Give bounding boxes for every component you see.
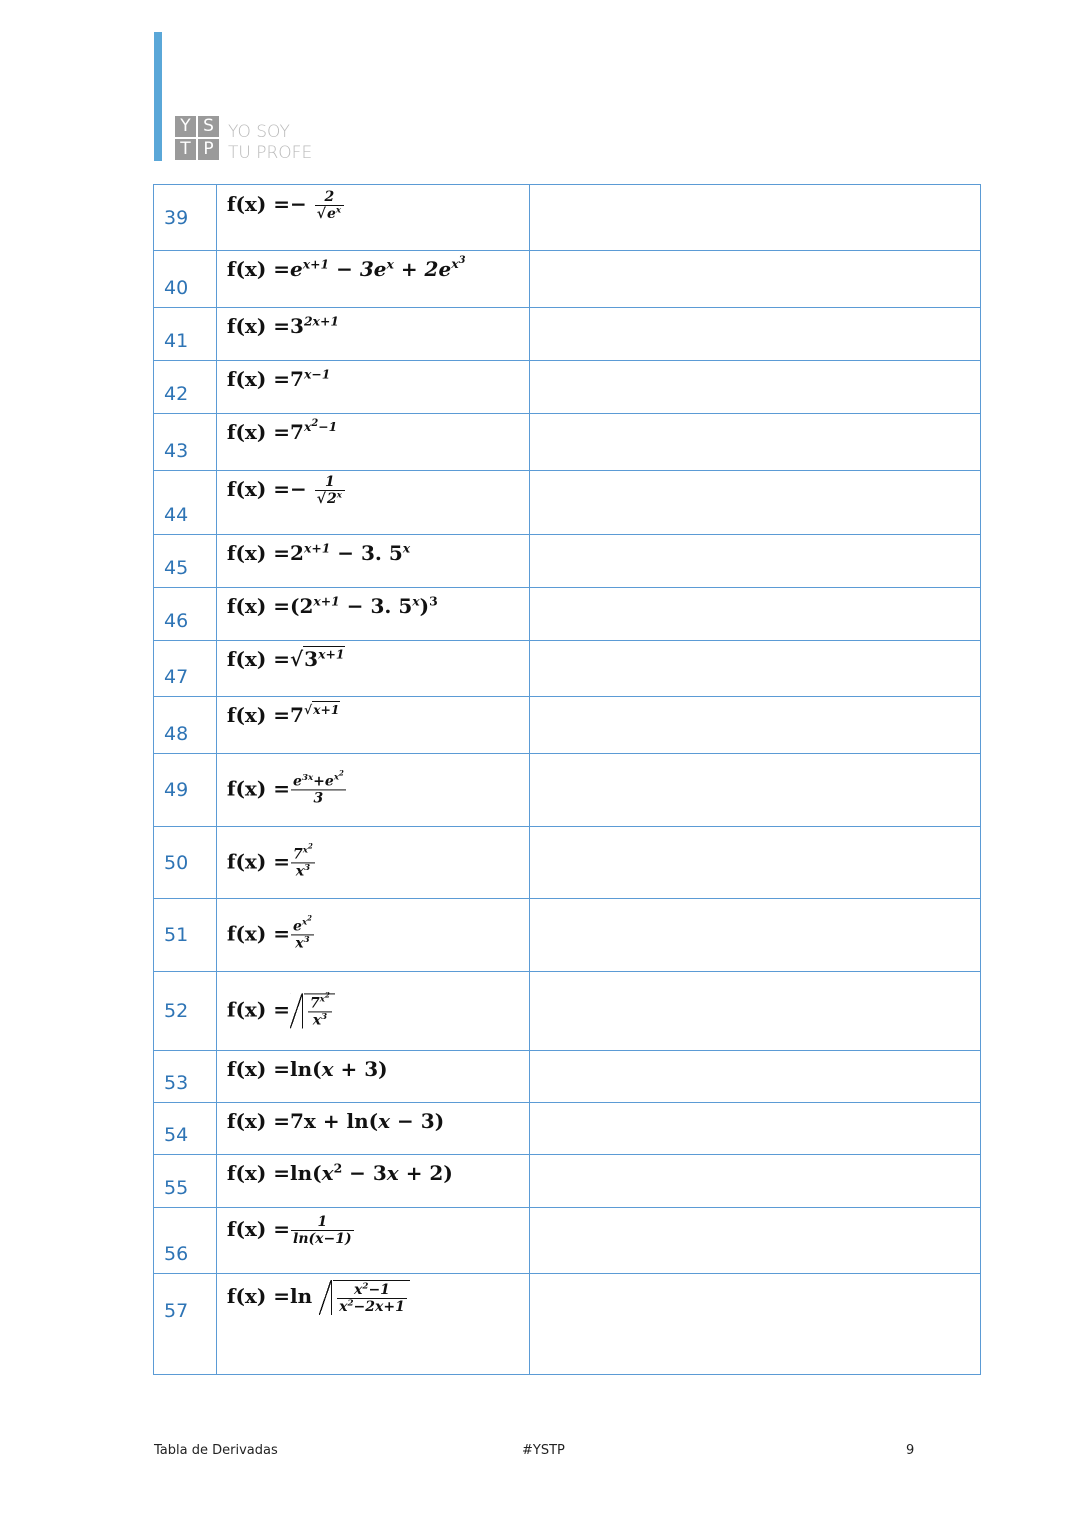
answer-cell[interactable] (530, 1103, 981, 1155)
answer-cell[interactable] (530, 1155, 981, 1208)
table-row (154, 588, 981, 641)
answer-cell[interactable] (530, 1274, 981, 1375)
row-number: 42 (154, 361, 217, 414)
answer-cell[interactable] (530, 308, 981, 361)
formula-cell: f(x) = $\frac{e^{3x}+e^{x^2}}{3}$ (216, 754, 529, 827)
answer-cell[interactable] (530, 185, 981, 251)
answer-cell[interactable] (530, 697, 981, 754)
formula-cell: f(x) = $\frac{7^{x^2}}{x^3}$ (216, 827, 529, 899)
row-number: 40 (154, 251, 217, 308)
answer-cell[interactable] (530, 641, 981, 697)
formula-cell: f(x) =− $\frac{2}{√e^x}$ (216, 185, 529, 251)
logo-letter: P (198, 139, 219, 160)
formula-cell: $f(x) =7^{√x+1}$ (216, 697, 529, 754)
row-number: 48 (154, 697, 217, 754)
header-accent-bar (154, 32, 162, 161)
table-row (154, 1051, 981, 1103)
row-number: 53 (154, 1051, 217, 1103)
answer-cell[interactable] (530, 588, 981, 641)
table-row (154, 972, 981, 1051)
table-row (154, 1103, 981, 1155)
derivatives-table (153, 184, 981, 1375)
row-number: 45 (154, 535, 217, 588)
logo-line-2: TU PROFE (228, 143, 313, 163)
logo-letter: Y (175, 116, 196, 137)
row-number: 54 (154, 1103, 217, 1155)
answer-cell[interactable] (530, 361, 981, 414)
formula-cell: $f(x) =\ln(x^2 - 3x + 2)$ (216, 1155, 529, 1208)
logo-letter: T (175, 139, 196, 160)
row-number: 43 (154, 414, 217, 471)
footer-title: Tabla de Derivadas (154, 1443, 278, 1454)
table-row (154, 1208, 981, 1274)
answer-cell[interactable] (530, 1208, 981, 1274)
table-row (154, 361, 981, 414)
row-number: 41 (154, 308, 217, 361)
table-row (154, 535, 981, 588)
answer-cell[interactable] (530, 1051, 981, 1103)
table-row (154, 697, 981, 754)
formula-cell: $f(x) =3^{2x+1}$ (216, 308, 529, 361)
table-row (154, 414, 981, 471)
logo-letter: S (198, 116, 219, 137)
row-number: 44 (154, 471, 217, 535)
row-number: 50 (154, 827, 217, 899)
formula-cell: $f(x) =7^{x-1}$ (216, 361, 529, 414)
table-row (154, 641, 981, 697)
formula-cell: $f(x) =(2^{x+1} - 3$. 5$^x$)$^3$ (216, 588, 529, 641)
row-number: 51 (154, 899, 217, 972)
table-row (154, 251, 981, 308)
answer-cell[interactable] (530, 972, 981, 1051)
row-number: 55 (154, 1155, 217, 1208)
row-number: 39 (154, 185, 217, 251)
formula-cell: $f(x) =7^{x^2-1}$ (216, 414, 529, 471)
row-number: 57 (154, 1274, 217, 1375)
formula-cell: f(x) =ln(x + 3) (216, 1051, 529, 1103)
row-number: 52 (154, 972, 217, 1051)
table-row (154, 185, 981, 251)
formula-cell: f(x) =ln $\frac{x^2-1}{x^2-2x+1}$ (216, 1274, 529, 1375)
formula-cell: f(x) = $\frac{e^{x^2}}{x^3}$ (216, 899, 529, 972)
formula-cell: $f(x) =2^{x+1} - 3$. 5$^x$ (216, 535, 529, 588)
ystp-logo (172, 114, 372, 164)
table-row (154, 471, 981, 535)
formula-cell: $f(x) =e^{x+1} - 3e^x + 2e^{x^3}$ (216, 251, 529, 308)
footer-hashtag: #YSTP (522, 1443, 565, 1454)
answer-cell[interactable] (530, 535, 981, 588)
page-footer (0, 1440, 1080, 1454)
formula-cell: $f(x) =√3^{x+1}$ (216, 641, 529, 697)
answer-cell[interactable] (530, 251, 981, 308)
footer-page-number: 9 (906, 1443, 915, 1454)
table-row (154, 899, 981, 972)
table-row (154, 1155, 981, 1208)
row-number: 49 (154, 754, 217, 827)
answer-cell[interactable] (530, 471, 981, 535)
formula-cell: f(x) =7x + ln(x − 3) (216, 1103, 529, 1155)
row-number: 46 (154, 588, 217, 641)
formula-cell: f(x) = $\frac{1}{\ln(x-1)}$ (216, 1208, 529, 1274)
answer-cell[interactable] (530, 414, 981, 471)
answer-cell[interactable] (530, 754, 981, 827)
answer-cell[interactable] (530, 827, 981, 899)
row-number: 56 (154, 1208, 217, 1274)
table-row (154, 1274, 981, 1375)
formula-cell: f(x) = $\frac{7^{x^2}}{x^3}$ (216, 972, 529, 1051)
table-row (154, 827, 981, 899)
table-row (154, 754, 981, 827)
table-row (154, 308, 981, 361)
answer-cell[interactable] (530, 899, 981, 972)
row-number: 47 (154, 641, 217, 697)
formula-cell: f(x) =− $\frac{1}{√2^x}$ (216, 471, 529, 535)
logo-line-1: YO SOY (228, 122, 290, 142)
